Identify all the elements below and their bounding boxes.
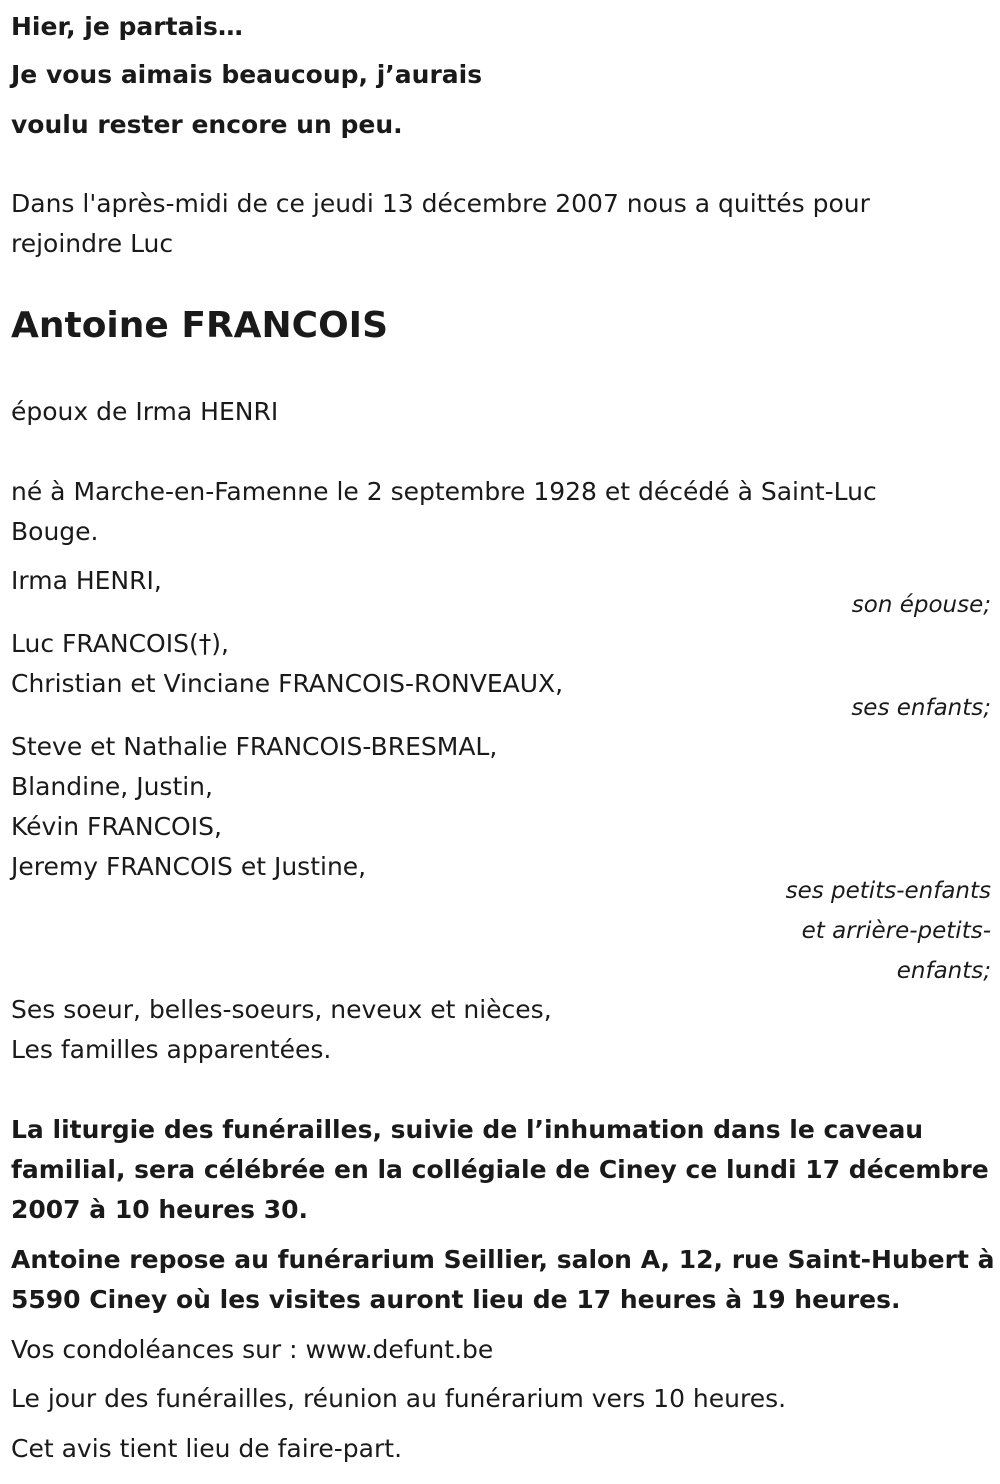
family-grandchildren-relation-3: enfants; xyxy=(896,958,991,984)
family-grandchild-2: Blandine, Justin, xyxy=(11,772,213,801)
family-grandchild-3: Kévin FRANCOIS, xyxy=(11,812,222,841)
intro-line-1: Dans l'après-midi de ce jeudi 13 décembre 2007 nous a quittés pour xyxy=(11,189,870,218)
family-grandchildren-relation-2: et arrière-petits- xyxy=(801,918,991,944)
funeral-line-3: 2007 à 10 heures 30. xyxy=(11,1195,309,1224)
family-grandchild-4: Jeremy FRANCOIS et Justine, xyxy=(11,852,367,881)
family-others-2: Les familles apparentées. xyxy=(11,1035,332,1064)
funeral-line-2: familial, sera célébrée en la collégiale de Ciney ce lundi 17 décembre xyxy=(11,1155,989,1184)
family-children-relation: ses enfants; xyxy=(851,695,991,721)
deceased-name: Antoine FRANCOIS xyxy=(11,305,388,346)
family-grandchild-1: Steve et Nathalie FRANCOIS-BRESMAL, xyxy=(11,732,498,761)
obituary-page xyxy=(11,0,995,1484)
family-child-1: Luc FRANCOIS(†), xyxy=(11,629,229,658)
family-spouse-name: Irma HENRI, xyxy=(11,566,162,595)
rest-line-2: 5590 Ciney où les visites auront lieu de 17 heures à 19 heures. xyxy=(11,1285,901,1314)
notice-line: Cet avis tient lieu de faire-part. xyxy=(11,1434,403,1463)
family-spouse-relation: son épouse; xyxy=(851,592,991,618)
family-others-1: Ses soeur, belles-soeurs, neveux et nièces, xyxy=(11,995,552,1024)
spouse-line: époux de Irma HENRI xyxy=(11,397,279,426)
intro-line-2: rejoindre Luc xyxy=(11,229,174,258)
birth-death-line-2: Bouge. xyxy=(11,517,99,546)
family-child-2: Christian et Vinciane FRANCOIS-RONVEAUX, xyxy=(11,669,564,698)
condolences-line: Vos condoléances sur : www.defunt.be xyxy=(11,1335,494,1364)
birth-death-line-1: né à Marche-en-Famenne le 2 septembre 1928 et décédé à Saint-Luc xyxy=(11,477,877,506)
family-grandchildren-relation-1: ses petits-enfants xyxy=(785,878,991,904)
poem-line-2: Je vous aimais beaucoup, j’aurais xyxy=(11,60,483,89)
rest-line-1: Antoine repose au funérarium Seillier, salon A, 12, rue Saint-Hubert à xyxy=(11,1245,995,1274)
meeting-line: Le jour des funérailles, réunion au funérarium vers 10 heures. xyxy=(11,1384,787,1413)
funeral-line-1: La liturgie des funérailles, suivie de l’inhumation dans le caveau xyxy=(11,1115,924,1144)
poem-line-3: voulu rester encore un peu. xyxy=(11,110,403,139)
poem-line-1: Hier, je partais… xyxy=(11,12,243,41)
